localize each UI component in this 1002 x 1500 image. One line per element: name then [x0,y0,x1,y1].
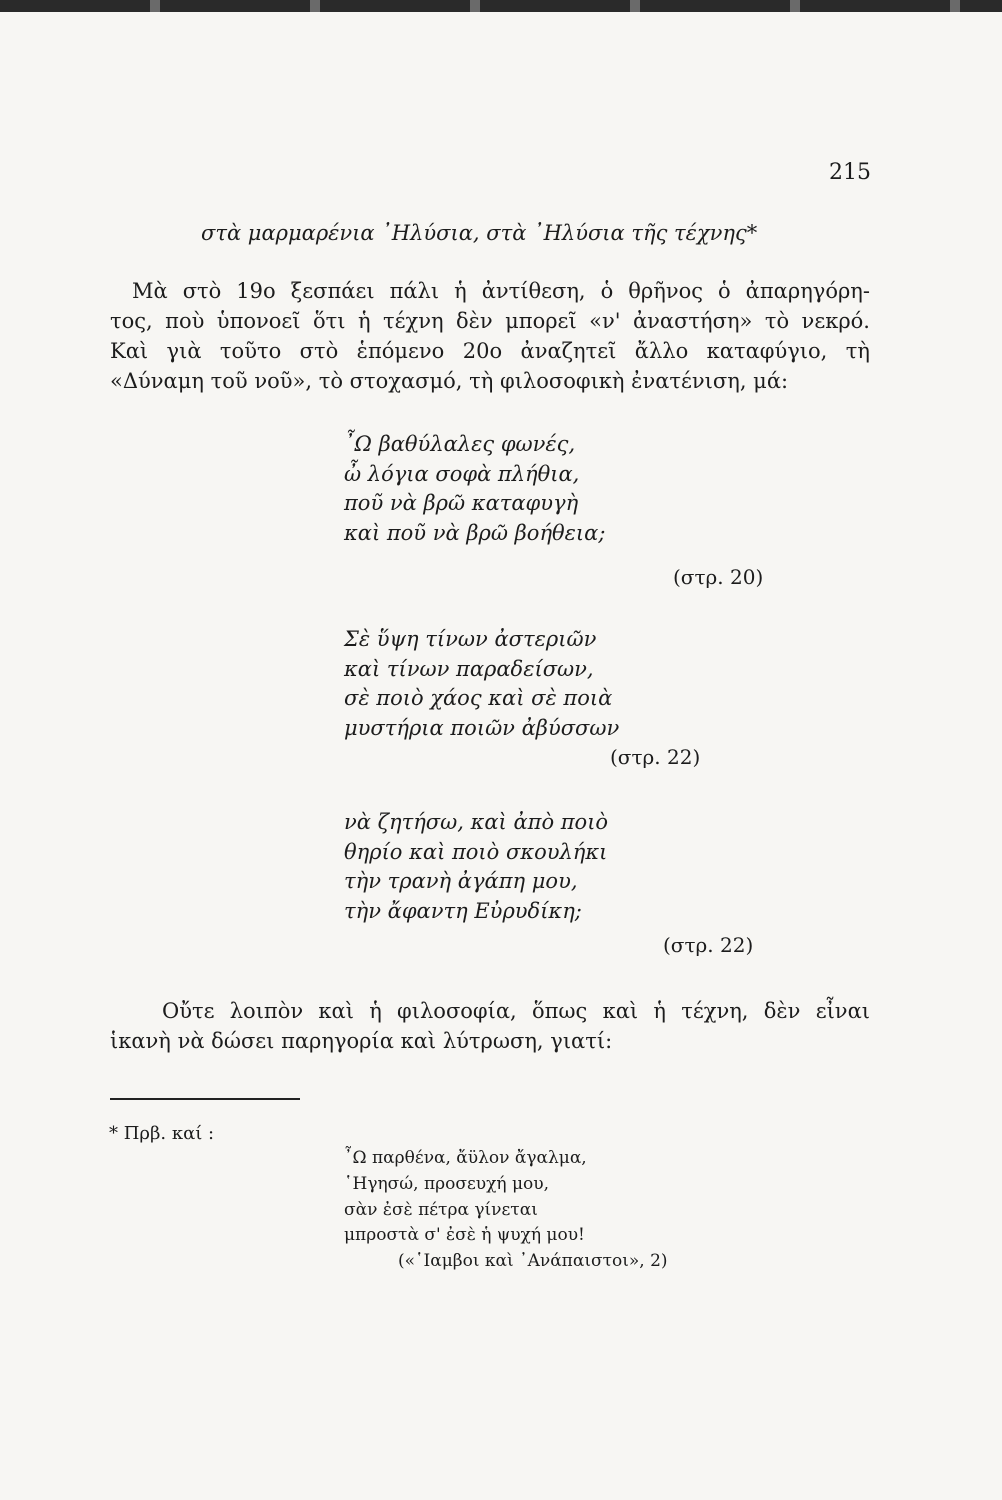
heading-line: στὰ μαρμαρένια ᾿Ηλύσια, στὰ ᾿Ηλύσια τῆς τέχνης* [201,221,758,245]
verse-reference: (στρ. 20) [673,565,764,589]
poem-line: ποῦ νὰ βρῶ καταφυγὴ [344,491,579,515]
poem-line: καὶ τίνων παραδείσων, [344,657,594,681]
paragraph-1-line: τος, ποὺ ὑπονοεῖ ὅτι ἡ τέχνη δὲν μπορεῖ «ν' ἀναστήση» τὸ νεκρό. [110,309,870,333]
paragraph-1-line: Καὶ γιὰ τοῦτο στὸ ἑπόμενο 20ο ἀναζητεῖ ἄλλο καταφύγιο, τὴ [110,339,870,363]
verse-reference: (στρ. 22) [663,933,754,957]
poem-line: μυστήρια ποιῶν ἀβύσσων [344,716,620,740]
poem-line: ὦ λόγια σοφὰ πλήθια, [344,462,580,486]
footnote-poem-line: μπροστὰ σ' ἐσὲ ἡ ψυχή μου! [344,1225,585,1245]
paragraph-1-line: Μὰ στὸ 19ο ξεσπάει πάλι ἡ ἀντίθεση, ὁ θρῆνος ὁ ἀπαρηγόρη- [132,279,870,303]
verse-reference: (στρ. 22) [610,745,701,769]
footnote-poem-line: σὰν ἐσὲ πέτρα γίνεται [344,1200,538,1220]
footnote-source: («῾Ιαμβοι καὶ ᾿Ανάπαιστοι», 2) [398,1251,668,1271]
paragraph-2-line: ἱκανὴ νὰ δώσει παρηγορία καὶ λύτρωση, γιατί: [110,1029,613,1053]
poem-line: καὶ ποῦ νὰ βρῶ βοήθεια; [344,521,606,545]
poem-line: τὴν ἄφαντη Εὐρυδίκη; [344,899,582,923]
paragraph-2-line: Οὔτε λοιπὸν καὶ ἡ φιλοσοφία, ὅπως καὶ ἡ τέχνη, δὲν εἶναι [162,999,870,1023]
paragraph-1-line: «Δύναμη τοῦ νοῦ», τὸ στοχασμό, τὴ φιλοσοφικὴ ἐνατένιση, μά: [110,369,789,393]
footnote-poem-line: ῾Ηγησώ, προσευχή μου, [344,1174,550,1194]
page-number: 215 [829,160,871,185]
footnote-poem-line: ῏Ω παρθένα, ἄϋλον ἄγαλμα, [344,1148,587,1168]
poem-line: ῏Ω βαθύλαλες φωνές, [344,432,576,456]
poem-line: νὰ ζητήσω, καὶ ἀπὸ ποιὸ [344,810,609,834]
poem-line: τὴν τρανὴ ἀγάπη μου, [344,869,578,893]
poem-line: θηρίο καὶ ποιὸ σκουλήκι [344,840,608,864]
footnote-divider [110,1098,300,1100]
poem-line: σὲ ποιὸ χάος καὶ σὲ ποιὰ [344,686,613,710]
scanned-page-edge [0,0,1002,12]
footnote-marker: * Πρβ. καί : [109,1123,215,1144]
poem-line: Σὲ ὕψη τίνων ἀστεριῶν [344,627,597,651]
